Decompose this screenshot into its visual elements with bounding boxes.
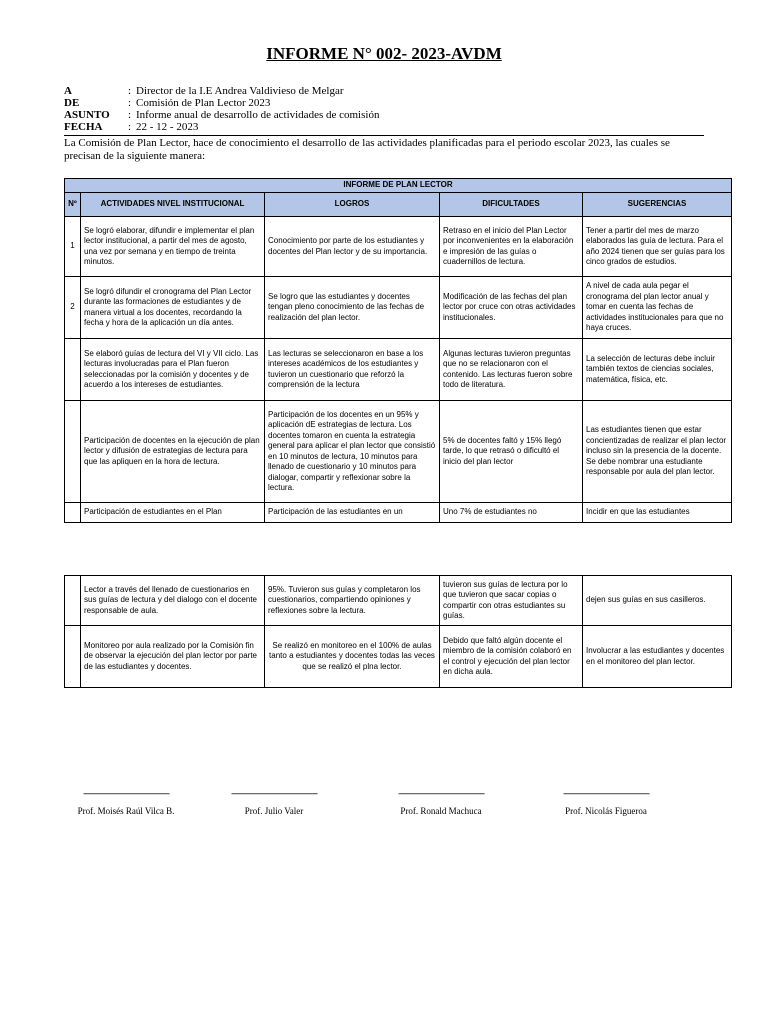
intro-paragraph: La Comisión de Plan Lector, hace de conocimiento el desarrollo de las actividades planificadas para el periodo escolar 2023, las cuales se precisan de la siguiente manera: — [64, 137, 670, 162]
suggestion-cell: dejen sus guías en sus casilleros. — [583, 576, 732, 626]
difficulty-cell: Algunas lecturas tuvieron preguntas que no se relacionaron con el contenido. Las lecturas fueron sobre todo de literatura. — [440, 339, 583, 401]
signature-block — [62, 788, 190, 816]
table-row — [65, 401, 732, 503]
memo-date-row: FECHA : 22 - 12 - 2023 — [64, 121, 199, 133]
activity-cell: Lector a través del llenado de cuestionarios en sus guías de lectura y del dialogo con el docente responsable de aula. — [81, 576, 265, 626]
memo-to-row: A : Director de la I.E Andrea Valdivieso de Melgar — [64, 85, 344, 97]
difficulty-cell: Debido que faltó algún docente el miembro de la comisión colaboró en el control y ejecución del plan lector en dicha aula. — [440, 626, 583, 688]
signature-block — [375, 788, 507, 816]
row-number: 2 — [65, 277, 81, 339]
signature-name: Prof. Julio Valer — [244, 806, 304, 816]
row-number: 1 — [65, 217, 81, 277]
difficulty-cell: Uno 7% de estudiantes no — [440, 503, 583, 523]
row-number — [65, 503, 81, 523]
activity-cell: Participación de docentes en la ejecución de plan lector y difusión de estrategias de lectura para que las apliquen en la hora de lectura. — [81, 401, 265, 503]
activity-cell: Se elaboró guías de lectura del VI y VII ciclo. Las lecturas involucradas para el Plan fueron seleccionadas por la comisión y docentes y de acuerdo a los intereses de estudiantes. — [81, 339, 265, 401]
header-difficulties: DIFICULTADES — [440, 193, 583, 217]
table-row — [65, 217, 732, 277]
header-number: Nº — [65, 193, 81, 217]
memo-key: A — [64, 85, 72, 97]
table-row — [65, 503, 732, 523]
activity-cell: Participación de estudiantes en el Plan — [81, 503, 265, 523]
signature-line: ------------------------------------------- — [398, 788, 484, 798]
difficulty-cell: tuvieron sus guías de lectura por lo que tuvieron que sacar copias o compartir con otras estudiantes su guías. — [440, 576, 583, 626]
row-number — [65, 626, 81, 688]
table-row — [65, 576, 732, 626]
suggestion-cell: Involucrar a las estudiantes y docentes en el monitoreo del plan lector. — [583, 626, 732, 688]
achievement-cell: Participación de los docentes en un 95% y aplicación dE estrategias de lectura. Los docentes tomaron en cuenta la estrategia general para aplicar el plan lector que consistió en 10 minutos de lectura, 10 minutos para llenado de cuestionario y 10 minutos para dialogar, compartir y reflexionar sobre la lectura. — [265, 401, 440, 503]
suggestion-cell: La selección de lecturas debe incluir también textos de ciencias sociales, matemática, física, etc. — [583, 339, 732, 401]
memo-value: 22 - 12 - 2023 — [136, 121, 199, 133]
header-suggestions: SUGERENCIAS — [583, 193, 732, 217]
header-divider — [64, 135, 704, 136]
memo-key: FECHA — [64, 121, 103, 133]
achievement-cell: Conocimiento por parte de los estudiantes y docentes del Plan lector y de su importancia. — [265, 217, 440, 277]
plan-lector-table — [64, 178, 732, 523]
suggestion-cell: Tener a partir del mes de marzo elaborados las guía de lectura. Para el año 2024 tienen que ser guías para los cinco grados de estudios. — [583, 217, 732, 277]
memo-key: DE — [64, 97, 80, 109]
suggestion-cell: Las estudiantes tienen que estar concientizadas de realizar el plan lector incluso sin la presencia de la docente. Se debe nombrar una estudiante responsable por aula del plan lector. — [583, 401, 732, 503]
signature-name: Prof. Ronald Machuca — [400, 806, 482, 816]
achievement-cell: Participación de las estudiantes en un — [265, 503, 440, 523]
memo-subject-row: ASUNTO : Informe anual de desarrollo de actividades de comisión — [64, 109, 380, 121]
achievement-cell: Se realizó en monitoreo en el 100% de aulas tanto a estudiantes y docentes todas las veces que se realizó el plna lector. — [265, 626, 440, 688]
achievement-cell: 95%. Tuvieron sus guías y completaron los cuestionarios, compartiendo opiniones y reflexiones sobre la lectura. — [265, 576, 440, 626]
signature-block — [540, 788, 672, 816]
table-row — [65, 339, 732, 401]
memo-key: ASUNTO — [64, 109, 110, 121]
memo-value: Informe anual de desarrollo de actividades de comisión — [136, 109, 380, 121]
suggestion-cell: A nivel de cada aula pegar el cronograma del plan lector anual y tomar en cuenta las fechas de actividades institucionales para que no haya cruces. — [583, 277, 732, 339]
activity-cell: Monitoreo por aula realizado por la Comisión fin de observar la ejecución del plan lector por parte de las estudiantes y docentes. — [81, 626, 265, 688]
signature-name: Prof. Nicolás Figueroa — [565, 806, 647, 816]
memo-value: Director de la I.E Andrea Valdivieso de Melgar — [136, 85, 344, 97]
header-achievements: LOGROS — [265, 193, 440, 217]
difficulty-cell: 5% de docentes faltó y 15% llegó tarde, lo que retrasó o dificultó el inicio del plan lector — [440, 401, 583, 503]
activity-cell: Se logró elaborar, difundir e implementar el plan lector institucional, a partir del mes de agosto, una vez por semana y en tiempo de treinta minutos. — [81, 217, 265, 277]
activity-cell: Se logró difundir el cronograma del Plan Lector durante las formaciones de estudiantes y de manera virtual a los docentes, recordando la fecha y hora de la aplicación un día antes. — [81, 277, 265, 339]
header-activities: ACTIVIDADES NIVEL INSTITUCIONAL — [81, 193, 265, 217]
signature-line: ------------------------------------------- — [83, 788, 169, 798]
row-number — [65, 401, 81, 503]
memo-header — [64, 85, 379, 133]
signature-line: ------------------------------------------- — [231, 788, 317, 798]
achievement-cell: Se logro que las estudiantes y docentes tengan pleno conocimiento de las fechas de realización del plan lector. — [265, 277, 440, 339]
table-caption: INFORME DE PLAN LECTOR — [65, 179, 732, 193]
signature-block — [210, 788, 338, 816]
achievement-cell: Las lecturas se seleccionaron en base a los intereses académicos de los estudiantes y tuvieron un cuestionario que reforzó la comprensión de la lectura — [265, 339, 440, 401]
row-number — [65, 339, 81, 401]
table-row — [65, 626, 732, 688]
difficulty-cell: Modificación de las fechas del plan lector por cruce con otras actividades institucionales. — [440, 277, 583, 339]
memo-value: Comisión de Plan Lector 2023 — [136, 97, 271, 109]
report-title: INFORME N° 002- 2023-AVDM — [266, 44, 502, 63]
table-row — [65, 277, 732, 339]
memo-from-row: DE : Comisión de Plan Lector 2023 — [64, 97, 271, 109]
suggestion-cell: Incidir en que las estudiantes — [583, 503, 732, 523]
difficulty-cell: Retraso en el inicio del Plan Lector por inconvenientes en la elaboración e impresión de las guías o cuadernillos de lectura. — [440, 217, 583, 277]
row-number — [65, 576, 81, 626]
signature-line: ------------------------------------------- — [563, 788, 649, 798]
signature-name: Prof. Moisés Raúl Vilca B. — [77, 806, 175, 816]
plan-lector-table-continued — [64, 575, 732, 688]
